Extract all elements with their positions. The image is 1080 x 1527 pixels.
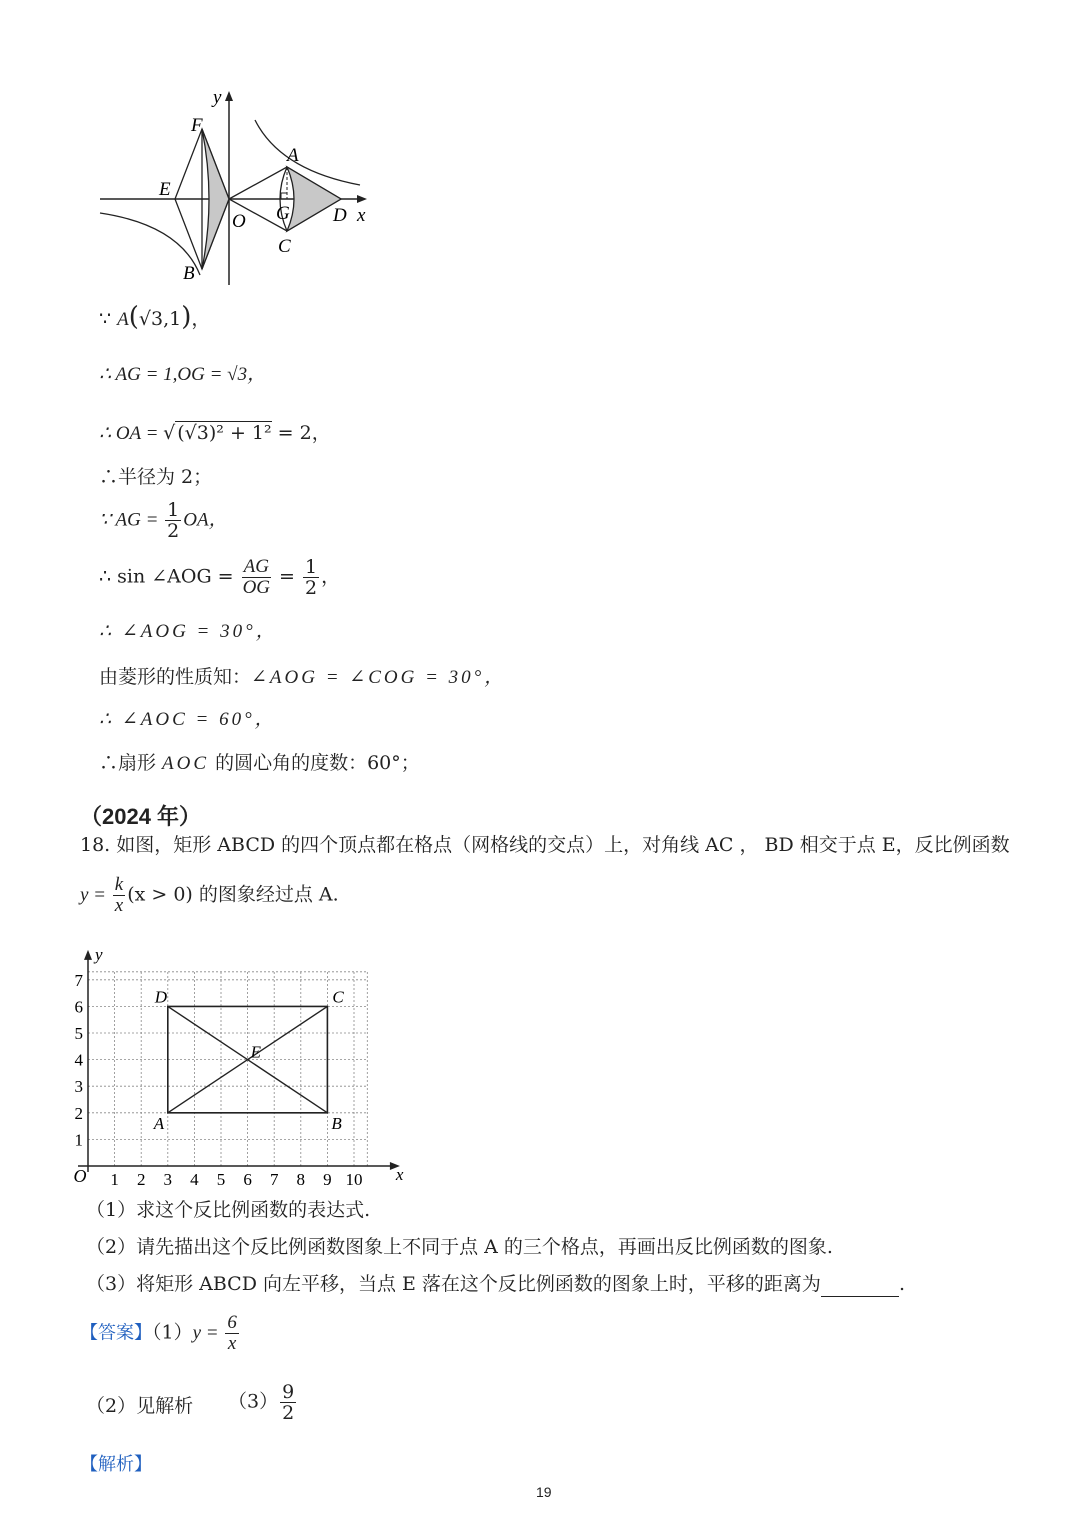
step-3: ∴ OA = √ (√3)² + 1² = 2， [99, 422, 331, 444]
label-x: x [357, 205, 366, 226]
answer-3-fraction [280, 1382, 296, 1423]
y-tick-label-7: 7 [74, 970, 83, 990]
y-tick-label-5: 5 [74, 1024, 83, 1043]
step-6-num-1: AG [243, 556, 269, 577]
problem-line-2 [80, 875, 339, 916]
x-tick-label-7: 7 [269, 1170, 279, 1189]
rhombus-hyperbola-figure [95, 85, 375, 290]
step-5-fraction [165, 500, 181, 541]
y-axis-arrow [225, 91, 233, 101]
point-label-E: E [250, 1042, 261, 1062]
label-O: O [232, 211, 246, 232]
step-6-eq: = [272, 565, 301, 588]
y-axis-arrow [84, 950, 92, 960]
x-tick-label-6: 6 [243, 1170, 252, 1189]
step-5 [99, 500, 228, 541]
step-8-pre: 由菱形的性质知： [99, 666, 252, 688]
answer-3-num: 9 [282, 1381, 295, 1403]
step-1-pre: ∵ [99, 308, 118, 330]
step-10-math: AOC [162, 753, 210, 774]
step-2: ∴ AG = 1,OG = √3， [99, 364, 267, 385]
answer-blank[interactable] [821, 1278, 899, 1297]
problem-k-over-x [113, 875, 125, 916]
label-B: B [183, 263, 195, 284]
problem-line-1: 18. 如图，矩形 ABCD 的四个顶点都在格点（网格线的交点）上，对角线 AC ， BD 相交于点 E，反比例函数 [80, 834, 1010, 856]
step-8-math: ∠AOG = ∠COG = 30°， [251, 667, 507, 688]
question-3-end: . [898, 1273, 905, 1295]
x-tick-label-4: 4 [190, 1170, 199, 1189]
step-4: ∴半径为 2； [99, 466, 213, 488]
origin-label: O [73, 1166, 87, 1186]
x-tick-label-8: 8 [296, 1170, 306, 1189]
question-2: （2）请先描出这个反比例函数图象上不同于点 A 的三个格点，再画出反比例函数的图象. [86, 1236, 833, 1258]
grid-rectangle-figure [70, 938, 404, 1189]
step-10-post: 的圆心角的度数：60°； [209, 752, 420, 774]
answer-1-lhs: y = [192, 1322, 224, 1344]
label-A: A [287, 145, 299, 166]
step-3-pre: ∴ OA = [99, 423, 164, 444]
answer-1-den: x [227, 1333, 237, 1354]
question-3-text: （3）将矩形 ABCD 向左平移，当点 E 落在这个反比例函数的图象上时，平移的距离为 [86, 1273, 821, 1295]
answer-1-pre: （1） [152, 1321, 193, 1344]
step-6-num-2: 1 [304, 556, 318, 578]
problem-line-2-pre: y = [80, 884, 111, 906]
grid-lines [88, 972, 367, 1166]
step-1-coord-b: ,1 [163, 308, 182, 330]
step-5-pre: ∵ AG = [99, 509, 164, 531]
y-tick-label-4: 4 [74, 1050, 83, 1070]
step-5-post: OA， [183, 509, 228, 531]
page-number: 19 [536, 1484, 552, 1500]
point-label-D: D [154, 987, 168, 1007]
x-tick-label-1: 1 [110, 1170, 119, 1189]
step-3-post: = 2， [271, 422, 331, 444]
x-tick-label-3: 3 [163, 1170, 173, 1189]
answer-line-3 [228, 1382, 298, 1423]
answer-line-1 [80, 1313, 241, 1354]
step-6-fraction-1 [242, 557, 271, 598]
step-6-post: ， [321, 565, 341, 588]
right-angle-mark [281, 193, 287, 199]
step-6 [99, 557, 340, 598]
question-1: （1）求这个反比例函数的表达式. [86, 1199, 371, 1221]
step-6-den-1: OG [242, 577, 271, 598]
label-G: G [276, 203, 290, 224]
step-6-pre: ∴ sin ∠AOG = [99, 565, 240, 588]
x-tick-label-2: 2 [136, 1170, 146, 1189]
answer-3-pre: （3） [228, 1390, 279, 1413]
answer-1-fraction [225, 1313, 239, 1354]
step-1-end: ， [191, 308, 211, 330]
y-tick-label-2: 2 [74, 1103, 83, 1123]
step-6-fraction-2 [303, 557, 319, 598]
y-tick-label-6: 6 [74, 997, 83, 1017]
axes [78, 950, 400, 1172]
step-1-point: A [117, 309, 129, 330]
point-label-A: A [153, 1113, 165, 1133]
point-label-C: C [332, 987, 344, 1007]
y-axis-label: y [95, 944, 103, 964]
step-10-pre: ∴扇形 [99, 752, 163, 774]
label-F: F [191, 115, 203, 136]
analysis-tag: 【解析】 [80, 1454, 152, 1475]
answer-tag: 【答案】 [80, 1322, 152, 1344]
answer-1-num: 6 [227, 1312, 237, 1333]
question-3 [86, 1271, 905, 1297]
rectangle-ABCD [153, 987, 345, 1132]
step-1: ∵ A(√3,1)， [99, 302, 211, 332]
y-tick-label-3: 3 [74, 1077, 83, 1097]
label-C: C [278, 236, 291, 257]
step-6-den-2: 2 [304, 577, 318, 599]
problem-line-2-post: (x > 0) 的图象经过点 A. [127, 883, 339, 906]
y-tick-label-1: 1 [74, 1130, 83, 1150]
x-tick-label-5: 5 [216, 1170, 226, 1189]
step-10 [99, 750, 420, 777]
step-5-num: 1 [167, 499, 180, 521]
x-tick-label-9: 9 [323, 1170, 332, 1189]
step-3-radicand: (√3)² + 1² [177, 422, 272, 444]
point-label-B: B [331, 1113, 342, 1133]
label-E: E [159, 179, 171, 200]
step-9: ∴ ∠AOC = 60°， [99, 709, 277, 730]
step-7: ∴ ∠AOG = 30°， [99, 621, 278, 642]
problem-k: k [114, 874, 124, 895]
label-D: D [333, 205, 347, 226]
x-axis-label: x [395, 1165, 404, 1184]
answer-line-2: （2）见解析 [86, 1395, 194, 1417]
label-y: y [213, 87, 222, 108]
x-tick-label-10: 10 [345, 1170, 363, 1189]
answer-3-den: 2 [282, 1402, 295, 1424]
step-8 [99, 664, 506, 691]
section-year-heading: （2024 年） [80, 804, 202, 829]
step-5-den: 2 [167, 520, 180, 542]
x-axis-arrow [357, 195, 367, 203]
step-1-coord-a: √3 [138, 308, 164, 330]
problem-x: x [114, 895, 124, 916]
